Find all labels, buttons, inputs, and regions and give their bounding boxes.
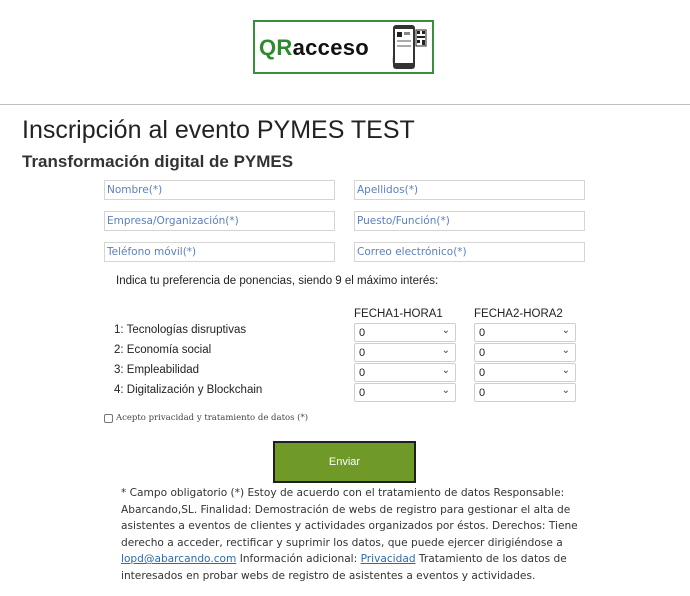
logo-text-acceso: acceso [292,35,370,60]
talk-label-3: 3: Empleabilidad [114,364,200,376]
select-value: 0 [479,327,486,339]
select-talk2-fecha2[interactable] [474,343,576,362]
correo-field[interactable] [354,242,585,262]
submit-button[interactable]: Enviar [273,441,416,483]
talk-label-1: 1: Tecnologías disruptivas [114,324,247,336]
logo-text [259,35,369,61]
empresa-field[interactable] [104,211,335,231]
select-value: 0 [479,347,486,359]
select-talk4-fecha1[interactable] [354,383,456,402]
select-value: 0 [479,367,486,379]
apellidos-field[interactable] [354,180,585,200]
privacy-link[interactable]: Privacidad [360,553,416,565]
select-value: 0 [359,327,366,339]
qracceso-logo [253,20,434,74]
preference-note: Indica tu preferencia de ponencias, siendo 9 el máximo interés: [116,275,439,287]
select-talk1-fecha2[interactable] [474,323,576,342]
column-header-fecha2: FECHA2-HORA2 [474,308,563,320]
select-talk2-fecha1[interactable] [354,343,456,362]
phone-qr-icon [389,24,427,72]
chevron-down-icon: ⌄ [441,385,450,396]
telefono-field[interactable] [104,242,335,262]
legal-text: * Campo obligatorio (*) Estoy de acuerdo con el tratamiento de datos Responsable: Abarcando,SL. Finalidad: Demostración de webs de registro para gestionar el alta de asistentes a eventos de clientes y actividades organizados por éstos. Derechos: Tiene derecho a acceder, rectificar y suprimir los datos, que puede ejercer dirigiéndose a [121,487,578,549]
talk-label-2: 2: Economía social [114,344,212,356]
nombre-field[interactable] [104,180,335,200]
chevron-down-icon: ⌄ [561,365,570,376]
select-value: 0 [359,347,366,359]
chevron-down-icon: ⌄ [561,325,570,336]
chevron-down-icon: ⌄ [441,365,450,376]
lopd-email-link[interactable]: lopd@abarcando.com [121,553,237,565]
chevron-down-icon: ⌄ [441,325,450,336]
page-title: Inscripción al evento PYMES TEST [22,116,415,144]
select-value: 0 [359,367,366,379]
legal-text-end: Tratamiento de los datos de interesados en probar webs de registro de asistentes a eventos y actividades. [121,553,567,582]
chevron-down-icon: ⌄ [561,385,570,396]
privacy-consent[interactable] [104,413,308,423]
chevron-down-icon: ⌄ [441,345,450,356]
select-talk3-fecha1[interactable] [354,363,456,382]
logo-text-qr: QR [259,35,293,60]
legal-text-mid: Información adicional: [236,553,361,565]
select-talk4-fecha2[interactable] [474,383,576,402]
legal-notice [121,485,581,584]
privacy-consent-label: Acepto privacidad y tratamiento de datos (*) [116,413,309,423]
talk-label-4: 4: Digitalización y Blockchain [114,384,263,396]
select-value: 0 [479,387,486,399]
privacy-checkbox[interactable] [104,414,113,423]
chevron-down-icon: ⌄ [561,345,570,356]
column-header-fecha1: FECHA1-HORA1 [354,308,443,320]
header [0,0,690,105]
select-value: 0 [359,387,366,399]
puesto-field[interactable] [354,211,585,231]
select-talk3-fecha2[interactable] [474,363,576,382]
page-subtitle: Transformación digital de PYMES [22,152,294,171]
select-talk1-fecha1[interactable] [354,323,456,342]
